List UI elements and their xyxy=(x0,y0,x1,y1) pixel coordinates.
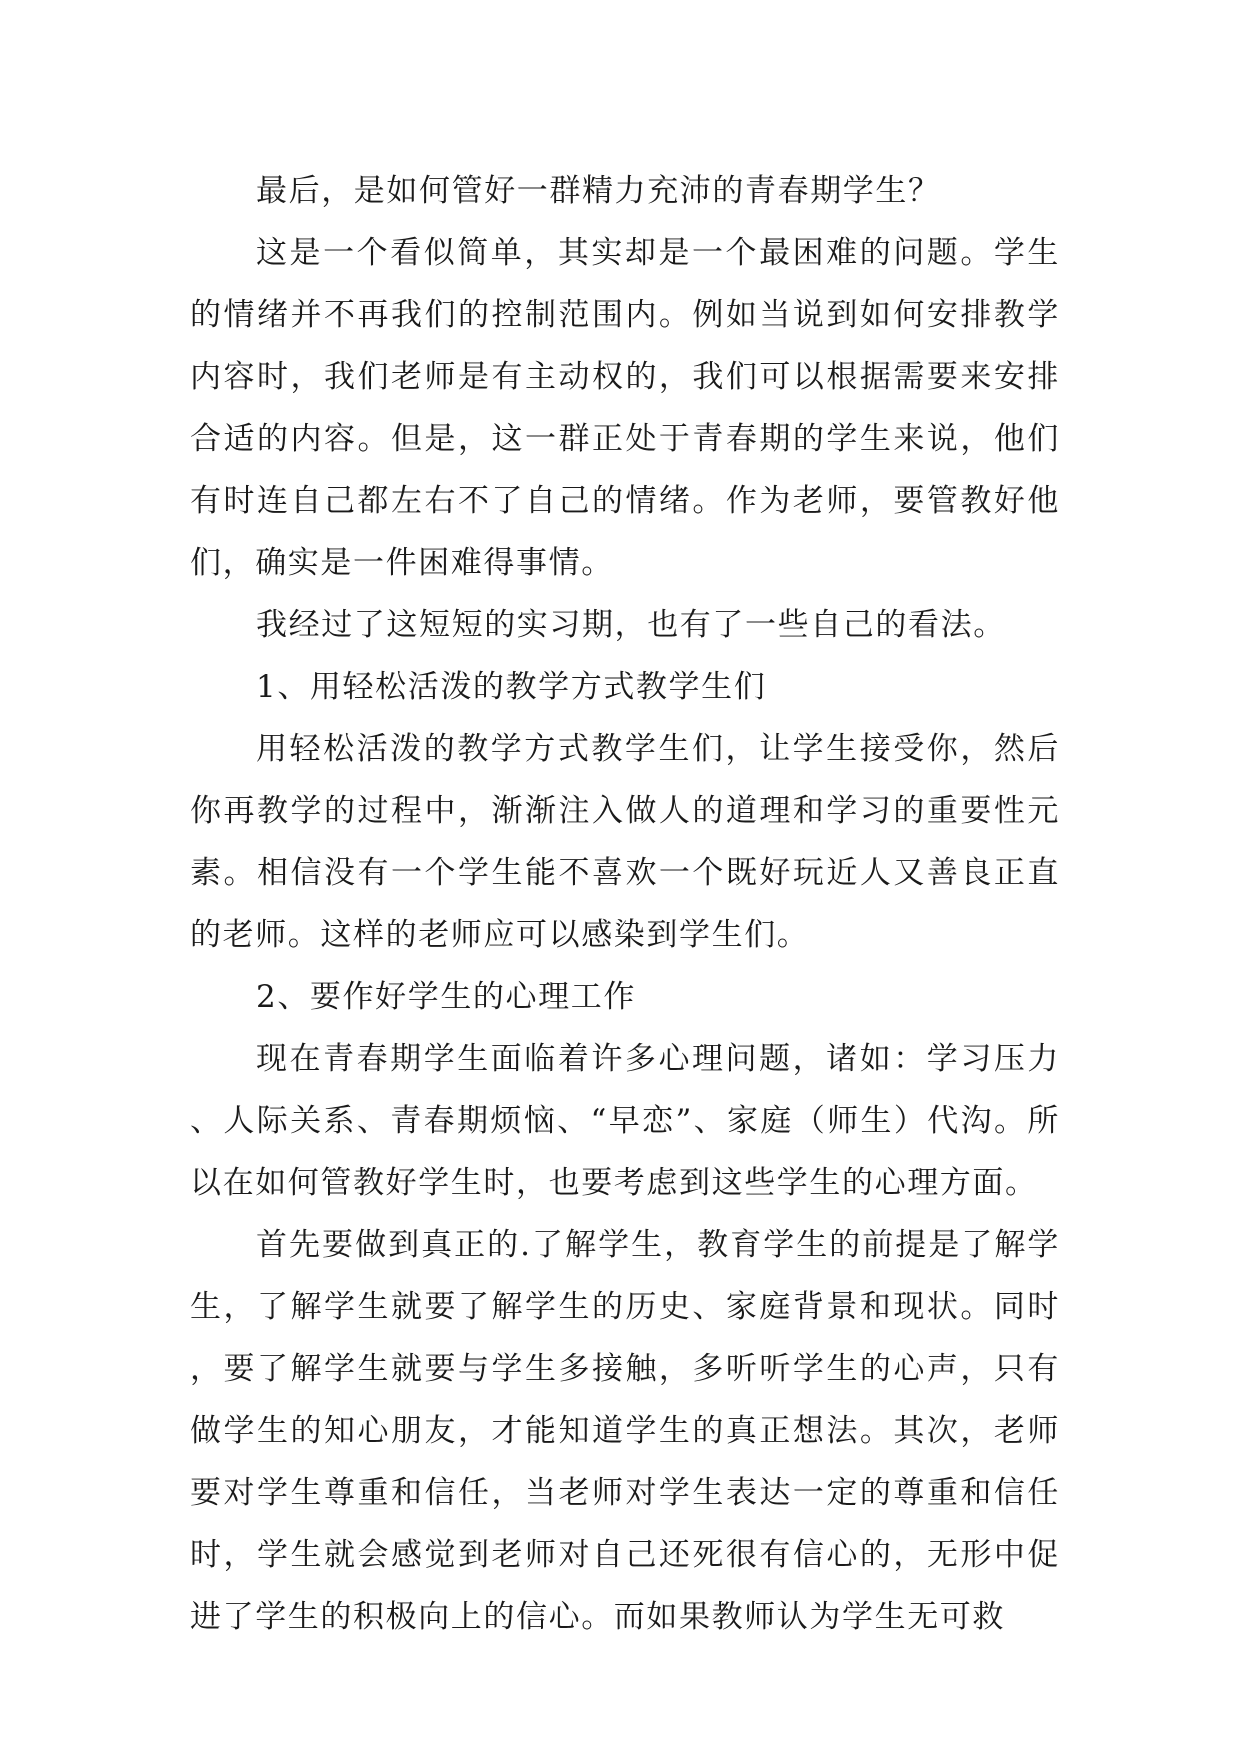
paragraph-psychology-issues: 现在青春期学生面临着许多心理问题，诸如：学习压力、人际关系、青春期烦恼、“早恋”、家庭（师生）代沟。所以在如何管教好学生时，也要考虑到这些学生的心理方面。 xyxy=(190,1041,1060,1201)
paragraph-point-1: 用轻松活泼的教学方式教学生们，让学生接受你，然后你再教学的过程中，渐渐注入做人的道理和学习的重要性元素。相信没有一个学生能不喜欢一个既好玩近人又善良正直的老师。这样的老师应可以感染到学生们。 xyxy=(190,731,1060,953)
paragraph-closing-question: 最后，是如何管好一群精力充沛的青春期学生？ xyxy=(256,173,941,209)
paragraph-difficulty: 这是一个看似简单，其实却是一个最困难的问题。学生的情绪并不再我们的控制范围内。例如当说到如何安排教学内容时，我们老师是有主动权的，我们可以根据需要来安排合适的内容。但是，这一群正处于青春期的学生来说，他们有时连自己都左右不了自己的情绪。作为老师，要管教好他们，确实是一件困难得事情。 xyxy=(190,235,1060,581)
paragraph-understand-students: 首先要做到真正的.了解学生，教育学生的前提是了解学生，了解学生就要了解学生的历史、家庭背景和现状。同时，要了解学生就要与学生多接触，多听听学生的心声，只有做学生的知心朋友，才能知道学生的真正想法。其次，老师要对学生尊重和信任，当老师对学生表达一定的尊重和信任时，学生就会感觉到老师对自己还死很有信心的，无形中促进了学生的积极向上的信心。而如果教师认为学生无可救 xyxy=(190,1227,1060,1635)
heading-point-2: 2、要作好学生的心理工作 xyxy=(256,979,636,1015)
heading-point-1: 1、用轻松活泼的教学方式教学生们 xyxy=(256,669,767,705)
paragraph-internship-views: 我经过了这短短的实习期，也有了一些自己的看法。 xyxy=(256,607,1006,643)
document-body xyxy=(190,160,1060,1648)
